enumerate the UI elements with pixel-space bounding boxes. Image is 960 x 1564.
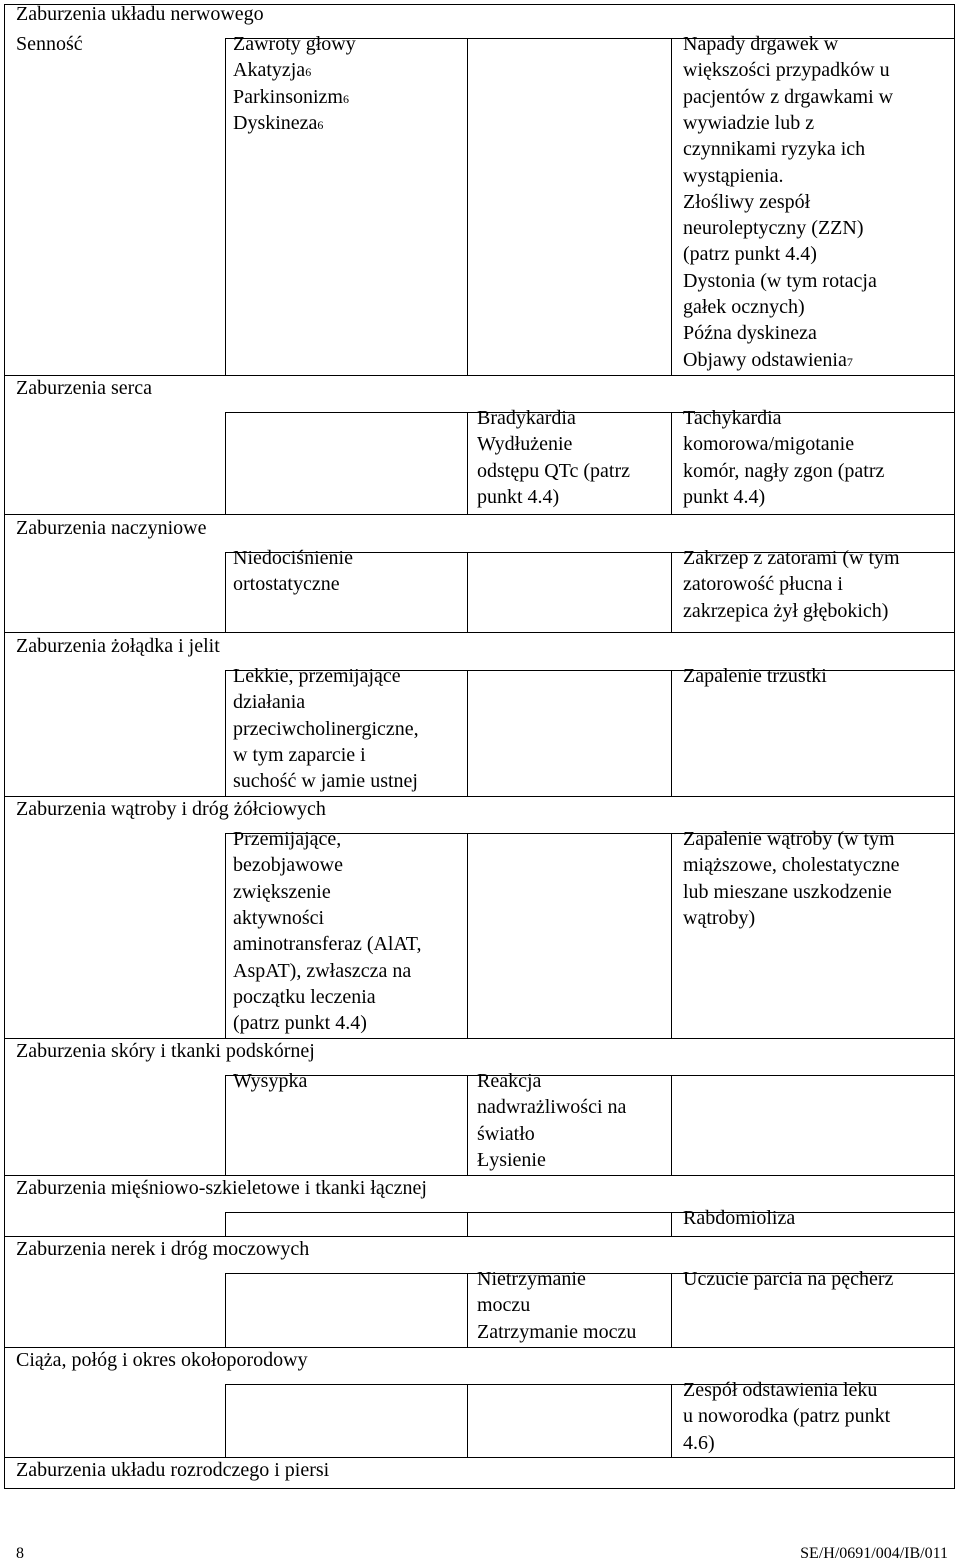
cell-c2-line [233,768,418,794]
section-title: Zaburzenia naczyniowe [16,517,207,539]
column-divider [467,552,468,632]
cell-text: Nietrzymanie [477,1268,586,1290]
cell-c2-line [233,879,331,905]
cell-text: (patrz punkt 4.4) [683,243,817,266]
column-divider [671,1384,672,1457]
cell-c4-line [683,431,854,457]
cell-c2-line [233,931,421,957]
cell-c4-line [683,241,817,267]
footnote-ref: 6 [317,117,324,132]
cell-text: Akatyzja [233,59,306,82]
cell-c4-line [683,1266,893,1292]
cell-text: komór, nagły zgon (patrz [683,459,885,482]
cell-text: zatorowość płucna i [683,573,843,596]
cell-text: Senność [16,33,83,55]
cell-text: aminotransferaz (AlAT, [233,933,422,956]
cell-text: Zakrzep z zatorami (w tym [683,547,900,569]
section-title: Zaburzenia żołądka i jelit [16,635,220,657]
cell-c2-line [233,110,323,136]
cell-c2-line [233,852,343,878]
cell-text: początku leczenia [233,985,376,1008]
cell-c2-line [233,571,340,597]
cell-c4-line [683,268,877,294]
cell-text: moczu [477,1294,531,1317]
cell-c4-line [683,215,863,241]
cell-text: Łysienie [477,1148,546,1171]
cell-text: światło [477,1122,535,1145]
cell-c3-line [477,1068,541,1094]
column-divider [467,1384,468,1457]
column-divider [225,1212,226,1236]
cell-text: Niedociśnienie [233,547,353,569]
cell-c4-line [683,663,827,689]
cell-c4-line [683,294,805,320]
cell-text: 4.6) [683,1431,715,1454]
cell-c4-line [683,571,843,597]
section-title: Zaburzenia układu nerwowego [16,3,264,25]
column-divider [671,38,672,375]
section-title: Zaburzenia wątroby i dróg żółciowych [16,798,326,820]
column-divider [671,670,672,796]
cell-text: w tym zaparcie i [233,743,366,766]
section-title: Zaburzenia skóry i tkanki podskórnej [16,1040,315,1062]
footnote-ref: 6 [305,65,312,80]
footnote-ref: 7 [846,354,853,369]
cell-c4-line [683,1205,795,1231]
column-divider [671,833,672,1038]
cell-text: Tachykardia [683,407,782,429]
cell-c3-line [477,405,576,431]
cell-c3-line [477,1266,586,1292]
title-row-divider [225,1075,955,1076]
cell-text: Lekkie, przemijające [233,665,401,687]
cell-text: Późna dyskineza [683,322,817,345]
title-row-divider [225,1212,955,1213]
cell-c2-line [233,545,353,571]
cell-text: zwiększenie [233,880,331,903]
section-title: Zaburzenia układu rozrodczego i piersi [16,1459,330,1481]
cell-c2-line [233,1068,307,1094]
cell-c2-line [233,689,305,715]
cell-text: (patrz punkt 4.4) [233,1012,367,1035]
cell-text: bezobjawowe [233,854,343,877]
cell-c4-line [683,598,888,624]
cell-c2-line [233,84,349,110]
cell-c2-line [233,958,411,984]
cell-c4-line [683,1403,890,1429]
cell-c4-line [683,320,817,346]
column-divider [467,38,468,375]
column-divider [467,1212,468,1236]
cell-c4-line [683,852,900,878]
title-row-divider [225,412,955,413]
cell-text: przeciwcholinergiczne, [233,717,419,740]
cell-c2-line [233,57,311,83]
cell-text: Wydłużenie [477,433,573,456]
cell-text: Reakcja [477,1070,542,1092]
cell-text: miąższowe, cholestatyczne [683,854,900,877]
cell-c2-line [233,31,356,57]
cell-c4-line [683,1377,877,1403]
cell-c4-line [683,545,900,571]
cell-text: neuroleptyczny (ZZN) [683,217,864,240]
column-divider [225,38,226,375]
cell-text: Napady drgawek w [683,33,839,55]
cell-text: Zawroty głowy [233,33,356,55]
cell-c3-line [477,1292,530,1318]
cell-c2-line [233,984,376,1010]
column-divider [671,552,672,632]
cell-c4-line [683,879,892,905]
cell-text: Dyskineza [233,111,318,134]
column-divider [467,1075,468,1175]
cell-text: Wysypka [233,1070,308,1092]
cell-text: działania [233,691,306,714]
column-divider [225,1384,226,1457]
cell-text: Parkinsonizm [233,85,343,108]
cell-c2-line [233,742,366,768]
cell-text: Zatrzymanie moczu [477,1320,637,1343]
footnote-ref: 6 [343,91,349,106]
cell-text: pacjentów z drgawkami w [683,85,894,108]
cell-c3-line [477,1121,535,1147]
cell-text: Bradykardia [477,407,576,429]
page-number: 8 [16,1545,24,1562]
document-id: SE/H/0691/004/IB/011 [800,1545,948,1562]
cell-text: Zespół odstawienia leku [683,1379,878,1401]
cell-text: Rabdomioliza [683,1207,796,1229]
cell-c2-line [233,905,324,931]
cell-text: Zapalenie trzustki [683,665,827,687]
cell-text: komorowa/migotanie [683,433,855,456]
column-divider [225,552,226,632]
cell-text: wywiadzie lub z [683,111,815,134]
cell-text: gałek ocznych) [683,296,805,318]
column-divider [671,412,672,514]
cell-text: punkt 4.4) [477,485,560,508]
cell-c4-line [683,405,782,431]
cell-text: Zapalenie wątroby (w tym [683,828,895,850]
cell-text: nadwrażliwości na [477,1096,627,1119]
cell-text: u noworodka (patrz punkt [683,1405,891,1428]
column-divider [225,833,226,1038]
section-title: Ciąża, połóg i okres okołoporodowy [16,1349,308,1371]
cell-c3-line [477,1147,546,1173]
section-title: Zaburzenia mięśniowo-szkieletowe i tkanki łącznej [16,1177,427,1199]
cell-c2-line [233,716,419,742]
cell-text: Uczucie parcia na pęcherz [683,1268,894,1290]
section-title: Zaburzenia nerek i dróg moczowych [16,1238,310,1260]
cell-text: czynnikami ryzyka ich [683,138,866,161]
cell-text: Przemijające, [233,828,342,850]
cell-c1-line [16,31,83,57]
cell-c3-line [477,1319,636,1345]
cell-text: suchość w jamie ustnej [233,770,418,793]
cell-text: Objawy odstawienia [683,348,847,371]
cell-text: AspAT), zwłaszcza na [233,959,412,982]
cell-text: Dystonia (w tym rotacja [683,269,877,292]
cell-c4-line [683,84,893,110]
cell-text: odstępu QTc (patrz [477,459,630,482]
column-divider [467,833,468,1038]
cell-text: punkt 4.4) [683,485,766,508]
cell-c4-line [683,136,865,162]
column-divider [225,1075,226,1175]
cell-c2-line [233,663,401,689]
cell-c4-line [683,189,810,215]
cell-text: ortostatyczne [233,573,340,596]
cell-c4-line [683,110,814,136]
column-divider [467,1273,468,1347]
column-divider [671,1273,672,1347]
cell-c4-line [683,905,755,931]
cell-c4-line [683,826,895,852]
section-title: Zaburzenia serca [16,377,153,399]
cell-c4-line [683,31,838,57]
column-divider [671,1212,672,1236]
cell-c3-line [477,1094,626,1120]
cell-c4-line [683,57,890,83]
cell-c3-line [477,458,630,484]
cell-c2-line [233,826,341,852]
cell-c3-line [477,484,559,510]
cell-text: większości przypadków u [683,59,890,82]
cell-text: wątroby) [683,906,756,929]
column-divider [225,670,226,796]
column-divider [225,1273,226,1347]
column-divider [467,670,468,796]
cell-c4-line [683,484,765,510]
cell-c2-line [233,1010,367,1036]
cell-text: aktywności [233,906,325,929]
cell-text: lub mieszane uszkodzenie [683,880,892,903]
cell-c4-line [683,163,784,189]
cell-text: wystąpienia. [683,164,784,187]
cell-c3-line [477,431,572,457]
cell-text: zakrzepica żył głębokich) [683,599,889,622]
column-divider [671,1075,672,1175]
column-divider [467,412,468,514]
cell-c4-line [683,1430,715,1456]
cell-text: Złośliwy zespół [683,190,811,213]
cell-c4-line [683,347,853,373]
cell-c4-line [683,458,884,484]
column-divider [225,412,226,514]
